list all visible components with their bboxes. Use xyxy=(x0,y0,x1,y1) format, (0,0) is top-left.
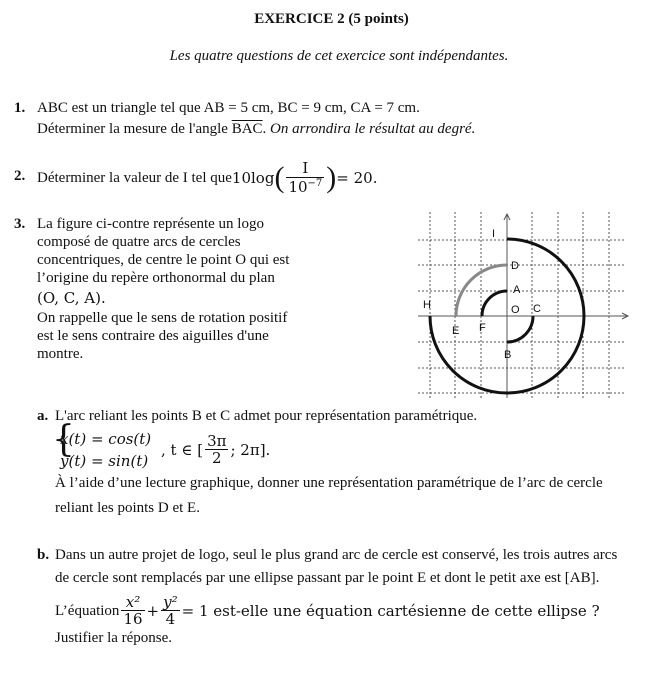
question-3-line-8: montre. xyxy=(37,346,84,362)
part-b-equation-line xyxy=(55,589,600,633)
fraction-y2 xyxy=(161,594,180,629)
part-a-letter: a. xyxy=(37,408,49,424)
angle-bac: $\overline{BAC}$ xyxy=(231,121,263,137)
plus-sign: + xyxy=(146,602,160,620)
fraction-x2-num: x² xyxy=(121,594,144,612)
part-a-line3: reliant les points D et E. xyxy=(55,500,200,516)
question-3-line-2: composé de quatre arcs de cercles xyxy=(37,234,241,250)
question-2-number: 2. xyxy=(14,168,26,184)
question-3-line-3: concentriques, de centre le point O qui est xyxy=(37,252,290,268)
label-e: E xyxy=(452,325,460,337)
question-2-text: Déterminer la valeur de I tel que xyxy=(37,169,232,186)
question-1-rounding: On arrondira le résultat au degré. xyxy=(270,121,476,137)
exercise-title: EXERCICE 2 (5 points) xyxy=(254,11,409,27)
condition-start: , t ∈ [ xyxy=(161,441,204,459)
question-2-fraction xyxy=(286,160,324,196)
left-paren: ( xyxy=(274,161,285,194)
fraction-numerator: I xyxy=(286,160,324,178)
exercise-intro: Les quatre questions de cet exercice sont indépendantes. xyxy=(169,48,509,64)
condition-fraction-den: 2 xyxy=(211,449,222,468)
question-2-line xyxy=(37,156,377,200)
question-3-line-5: (O, C, A). xyxy=(37,289,106,307)
question-3-line-1: La figure ci-contre représente un logo xyxy=(37,216,264,232)
arc-bc xyxy=(507,316,533,342)
question-3-line-4: l’origine du repère orthonormal du plan xyxy=(37,270,275,286)
label-d: D xyxy=(511,260,519,272)
right-paren: ) xyxy=(326,161,337,194)
part-a-eq1: x(t) = cos(t) xyxy=(60,430,152,448)
question-1-sep: . xyxy=(262,121,271,137)
question-2-rhs: = 20. xyxy=(336,169,378,187)
label-i: I xyxy=(492,228,496,240)
part-a-condition xyxy=(161,428,270,472)
label-o: O xyxy=(511,304,520,316)
system-brace: { xyxy=(52,419,75,460)
label-b: B xyxy=(504,349,512,361)
label-c: C xyxy=(533,303,541,315)
question-3-number: 3. xyxy=(14,216,26,232)
fraction-x2 xyxy=(121,594,144,629)
question-1-line1: ABC est un triangle tel que AB = 5 cm, BC = 9 cm, CA = 7 cm. xyxy=(37,100,420,116)
question-1-number: 1. xyxy=(14,100,26,116)
label-a: A xyxy=(513,284,521,296)
condition-fraction-num: 3π xyxy=(207,431,227,450)
arc-small-af xyxy=(482,291,507,316)
part-a-line2: À l’aide d’une lecture graphique, donner une représentation paramétrique de l’arc de cercle xyxy=(55,475,603,491)
denominator-base: 10 xyxy=(288,177,308,196)
label-f: F xyxy=(479,322,486,334)
part-b-line4: Justifier la réponse. xyxy=(55,630,173,646)
part-b-line2: de cercle sont remplacés par une ellipse passant par le point E et dont le petit axe est [AB]. xyxy=(55,570,600,586)
fraction-y2-num: y² xyxy=(163,592,178,611)
question-1-text: Déterminer la mesure de l'angle xyxy=(37,121,232,137)
logo-figure xyxy=(410,212,632,402)
part-a-eq2: y(t) = sin(t) xyxy=(60,452,149,470)
question-3-line-6: On rappelle que le sens de rotation positif xyxy=(37,310,288,326)
question-3-line-7: est le sens contraire des aiguilles d'une xyxy=(37,328,269,344)
question-2-coef: 10log xyxy=(231,169,275,187)
fraction-y2-den: 4 xyxy=(165,610,176,629)
part-a-line1: L'arc reliant les points B et C admet pour représentation paramétrique. xyxy=(55,408,478,424)
part-b-letter: b. xyxy=(37,547,50,563)
label-h: H xyxy=(423,299,431,311)
part-b-eq-pre: L’équation xyxy=(55,602,120,619)
fraction-denominator xyxy=(286,178,324,196)
question-1-line2 xyxy=(37,121,475,138)
part-b-line1: Dans un autre projet de logo, seul le plus grand arc de cercle est conservé, les trois autres arcs xyxy=(55,547,618,563)
denominator-exponent: −7 xyxy=(307,177,323,189)
part-b-eq-post: = 1 est-elle une équation cartésienne de cette ellipse ? xyxy=(181,602,600,620)
condition-fraction xyxy=(205,433,228,468)
fraction-x2-den: 16 xyxy=(123,610,143,629)
condition-end: ; 2π]. xyxy=(230,441,271,459)
